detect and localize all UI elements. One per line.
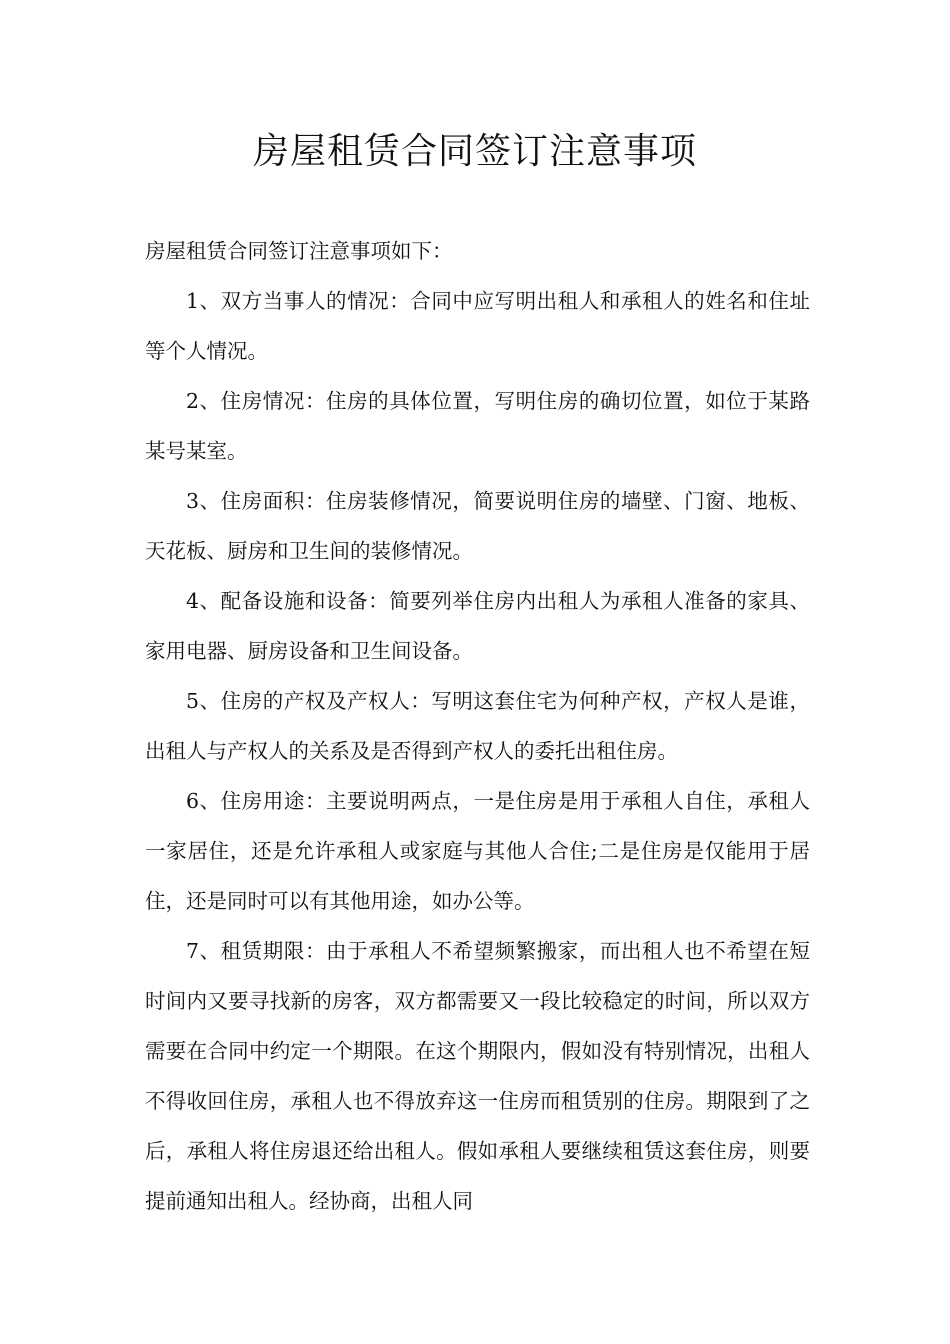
item-paragraph-2: 2、住房情况：住房的具体位置，写明住房的确切位置，如位于某路某号某室。: [145, 389, 810, 463]
document-body: [145, 226, 810, 1226]
item-paragraph-7: 7、租赁期限：由于承租人不希望频繁搬家，而出租人也不希望在短时间内又要寻找新的房客，双方都需要又一段比较稳定的时间，所以双方需要在合同中约定一个期限。在这个期限内，假如没有特别情况，出租人不得收回住房，承租人也不得放弃这一住房而租赁别的住房。期限到了之后，承租人将住房退还给出租人。假如承租人要继续租赁这套住房，则要提前通知出租人。经协商，出租人同: [145, 939, 810, 1213]
item-paragraph-1: 1、双方当事人的情况：合同中应写明出租人和承租人的姓名和住址等个人情况。: [145, 289, 810, 363]
item-paragraph-4: 4、配备设施和设备：简要列举住房内出租人为承租人准备的家具、家用电器、厨房设备和卫生间设备。: [145, 589, 810, 663]
item-paragraph-5: 5、住房的产权及产权人：写明这套住宅为何种产权，产权人是谁，出租人与产权人的关系及是否得到产权人的委托出租住房。: [145, 689, 810, 763]
document-title: 房屋租赁合同签订注意事项: [252, 131, 697, 172]
item-paragraph-6: 6、住房用途：主要说明两点，一是住房是用于承租人自住，承租人一家居住，还是允许承租人或家庭与其他人合住;二是住房是仅能用于居住，还是同时可以有其他用途，如办公等。: [145, 789, 810, 913]
item-paragraph-3: 3、住房面积：住房装修情况，简要说明住房的墙壁、门窗、地板、天花板、厨房和卫生间的装修情况。: [145, 489, 810, 563]
intro-paragraph: 房屋租赁合同签订注意事项如下：: [145, 239, 453, 263]
